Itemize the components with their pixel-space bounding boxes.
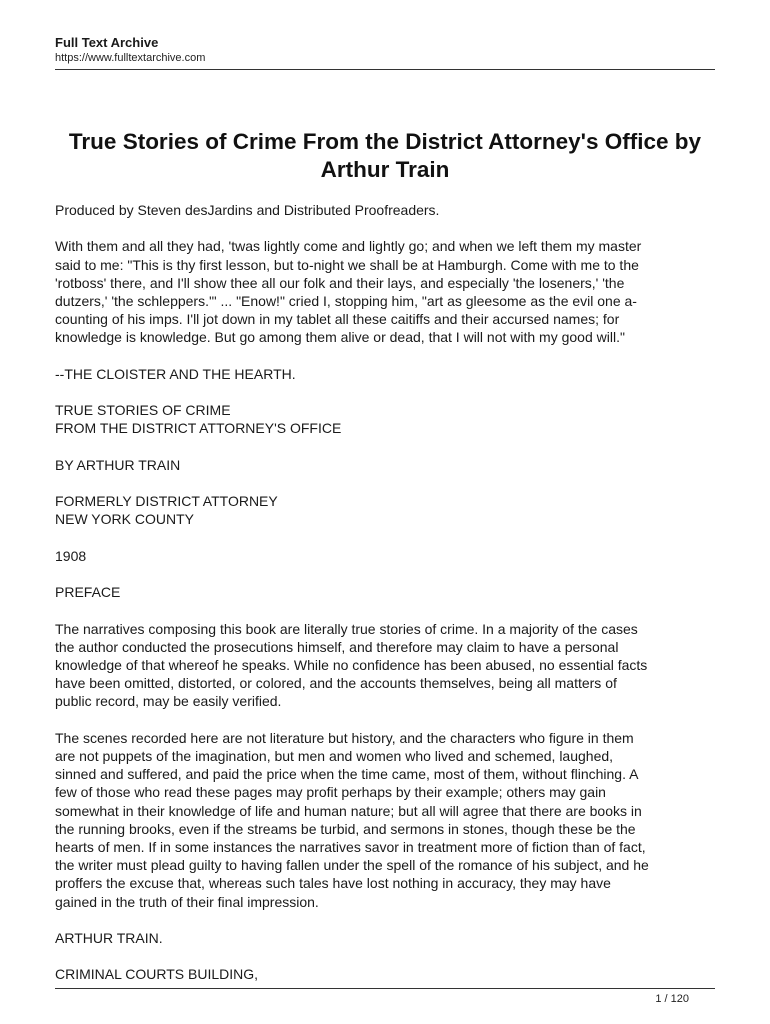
header-divider — [55, 69, 715, 70]
document-body — [55, 201, 715, 1002]
text-line: have been omitted, distorted, or colored, and the accounts themselves, being all matters of — [55, 675, 617, 692]
paragraph — [55, 547, 715, 565]
paragraph — [55, 456, 715, 474]
text-line: FROM THE DISTRICT ATTORNEY'S OFFICE — [55, 420, 342, 437]
text-line: With them and all they had, 'twas lightly come and lightly go; and when we left them my master — [55, 238, 642, 255]
paragraph — [55, 729, 715, 911]
paragraph — [55, 929, 715, 947]
text-line: few of those who read these pages may profit perhaps by their example; others may gain — [55, 784, 606, 801]
paragraph — [55, 237, 715, 346]
text-line: PREFACE — [55, 584, 121, 601]
text-line: ARTHUR TRAIN. — [55, 929, 163, 946]
title-line: True Stories of Crime From the District Attorney's Office by — [68, 129, 702, 154]
paragraph — [55, 583, 715, 601]
text-line: sinned and suffered, and paid the price when the time came, most of them, without flinching. A — [55, 766, 639, 783]
paragraph — [55, 365, 715, 383]
title-line: Arthur Train — [320, 157, 450, 182]
paragraph — [55, 401, 715, 437]
site-url: https://www.fulltextarchive.com — [55, 52, 206, 64]
text-line: gained in the truth of their final impression. — [55, 893, 319, 910]
page-header — [55, 35, 715, 65]
text-line: the writer must plead guilty to having fallen under the spell of the romance of his subject, and he — [55, 857, 649, 874]
text-line: said to me: "This is thy first lesson, but to-night we shall be at Hamburgh. Come with me to the — [55, 256, 639, 273]
text-line: public record, may be easily verified. — [55, 693, 282, 710]
text-line: counting of his imps. I'll jot down in my tablet all these caitiffs and their accursed names; for — [55, 311, 620, 328]
text-line: BY ARTHUR TRAIN — [55, 456, 181, 473]
paragraph — [55, 201, 715, 219]
paragraph — [55, 965, 715, 983]
text-line: the author conducted the prosecutions himself, and therefore may claim to have a personal — [55, 638, 619, 655]
text-line: NEW YORK COUNTY — [55, 511, 194, 528]
text-line: somewhat in their knowledge of life and human nature; but all will agree that there are books in — [55, 802, 642, 819]
text-line: knowledge is knowledge. But go among them alive or dead, that I will not with my good will." — [55, 329, 625, 346]
paragraph — [55, 492, 715, 528]
text-line: the running brooks, even if the streams be turbid, and sermons in stones, though these be the — [55, 820, 636, 837]
text-line: knowledge of that whereof he speaks. While no confidence has been abused, no essential facts — [55, 656, 648, 673]
site-name: Full Text Archive — [55, 35, 159, 50]
text-line: 'rotboss' there, and I'll show thee all our folk and their lays, and especially 'the loseners,' 'the — [55, 274, 625, 291]
text-line: are not puppets of the imagination, but men and women who lived and schemed, laughed, — [55, 747, 614, 764]
text-line: dutzers,' 'the schleppers.'" ... "Enow!" cried I, stopping him, "art as gleesome as the evil one a- — [55, 293, 637, 309]
document-title — [55, 128, 715, 184]
text-line: FORMERLY DISTRICT ATTORNEY — [55, 493, 278, 510]
text-line: The scenes recorded here are not literature but history, and the characters who figure in them — [55, 729, 634, 746]
text-line: --THE CLOISTER AND THE HEARTH. — [55, 365, 296, 382]
footer-divider — [55, 988, 715, 989]
text-line: Produced by Steven desJardins and Distributed Proofreaders. — [55, 202, 440, 218]
text-line: 1908 — [55, 547, 87, 564]
text-line: The narratives composing this book are literally true stories of crime. In a majority of the cases — [55, 620, 638, 637]
text-line: CRIMINAL COURTS BUILDING, — [55, 966, 259, 983]
text-line: TRUE STORIES OF CRIME — [55, 402, 231, 419]
page-number: 1 / 120 — [655, 993, 689, 1005]
paragraph — [55, 620, 715, 711]
text-line: proffers the excuse that, whereas such tales have lost nothing in accuracy, they may have — [55, 875, 611, 892]
text-line: hearts of men. If in some instances the narratives savor in treatment more of fiction than of fact, — [55, 838, 646, 855]
